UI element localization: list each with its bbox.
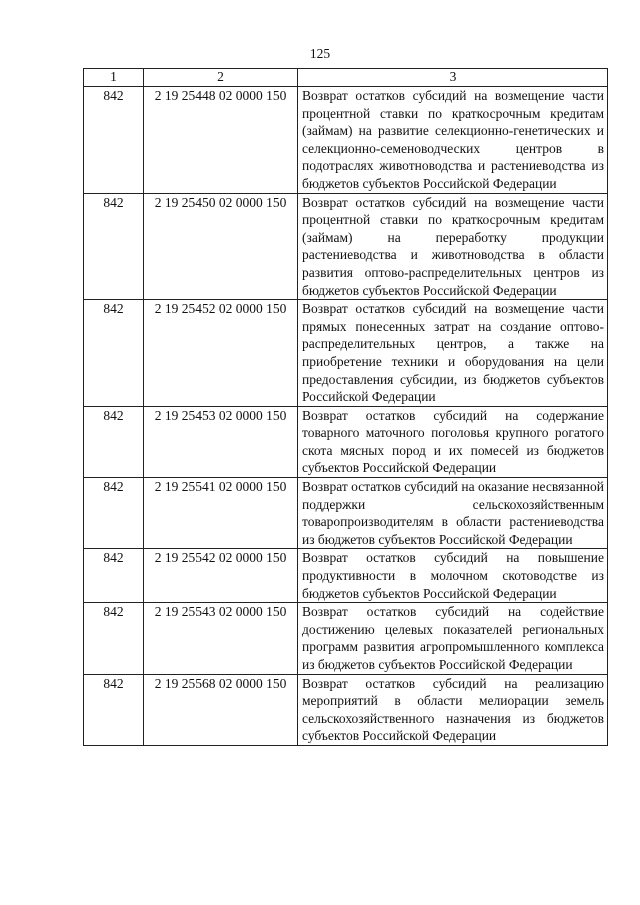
table-row [84,549,608,603]
table-header-row [84,69,608,87]
header-col-3: 3 [298,69,608,87]
budget-classification-table [83,68,608,746]
description-cell: Возврат остатков субсидий на оказание несвязанной поддержки сельскохозяйственным товаропроизводителям в области растениеводства из бюджетов субъектов Российской Федерации [298,478,608,549]
admin-code-cell: 842 [84,193,144,300]
budget-code-cell: 2 19 25542 02 0000 150 [144,549,298,603]
budget-code-cell: 2 19 25568 02 0000 150 [144,674,298,745]
table-row [84,603,608,674]
budget-code-cell: 2 19 25450 02 0000 150 [144,193,298,300]
admin-code-cell: 842 [84,87,144,194]
page-number: 125 [309,46,331,61]
description-cell: Возврат остатков субсидий на возмещение части процентной ставки по краткосрочным кредитам (займам) на переработку продукции растениеводства и животноводства в области развития оптово-распределительных центров из бюджетов субъектов Российской Федерации [298,193,608,300]
budget-code-cell: 2 19 25541 02 0000 150 [144,478,298,549]
admin-code-cell: 842 [84,478,144,549]
budget-code-cell: 2 19 25448 02 0000 150 [144,87,298,194]
description-cell: Возврат остатков субсидий на содействие достижению целевых показателей региональных программ развития агропромышленного комплекса из бюджетов субъектов Российской Федерации [298,603,608,674]
description-cell: Возврат остатков субсидий на возмещение части процентной ставки по краткосрочным кредитам (займам) на развитие селекционно-генетических и селекционно-семеноводческих центров в подотраслях животноводства и растениеводства из бюджетов субъектов Российской Федерации [298,87,608,194]
table-row [84,193,608,300]
table-row [84,674,608,745]
admin-code-cell: 842 [84,549,144,603]
budget-code-cell: 2 19 25452 02 0000 150 [144,300,298,407]
budget-code-cell: 2 19 25543 02 0000 150 [144,603,298,674]
admin-code-cell: 842 [84,603,144,674]
description-cell: Возврат остатков субсидий на повышение продуктивности в молочном скотоводстве из бюджетов субъектов Российской Федерации [298,549,608,603]
description-cell: Возврат остатков субсидий на содержание товарного маточного поголовья крупного рогатого скота мясных пород и их помесей из бюджетов субъектов Российской Федерации [298,406,608,477]
table-row [84,300,608,407]
admin-code-cell: 842 [84,300,144,407]
table-row [84,87,608,194]
budget-code-cell: 2 19 25453 02 0000 150 [144,406,298,477]
description-cell: Возврат остатков субсидий на возмещение части прямых понесенных затрат на создание оптово-распределительных центров, а также на приобретение техники и оборудования на цели предоставления субсидии, из бюджетов субъектов Российской Федерации [298,300,608,407]
description-cell: Возврат остатков субсидий на реализацию мероприятий в области мелиорации земель сельскохозяйственного назначения из бюджетов субъектов Российской Федерации [298,674,608,745]
header-col-1: 1 [84,69,144,87]
admin-code-cell: 842 [84,406,144,477]
table-row [84,406,608,477]
admin-code-cell: 842 [84,674,144,745]
table-row [84,478,608,549]
header-col-2: 2 [144,69,298,87]
